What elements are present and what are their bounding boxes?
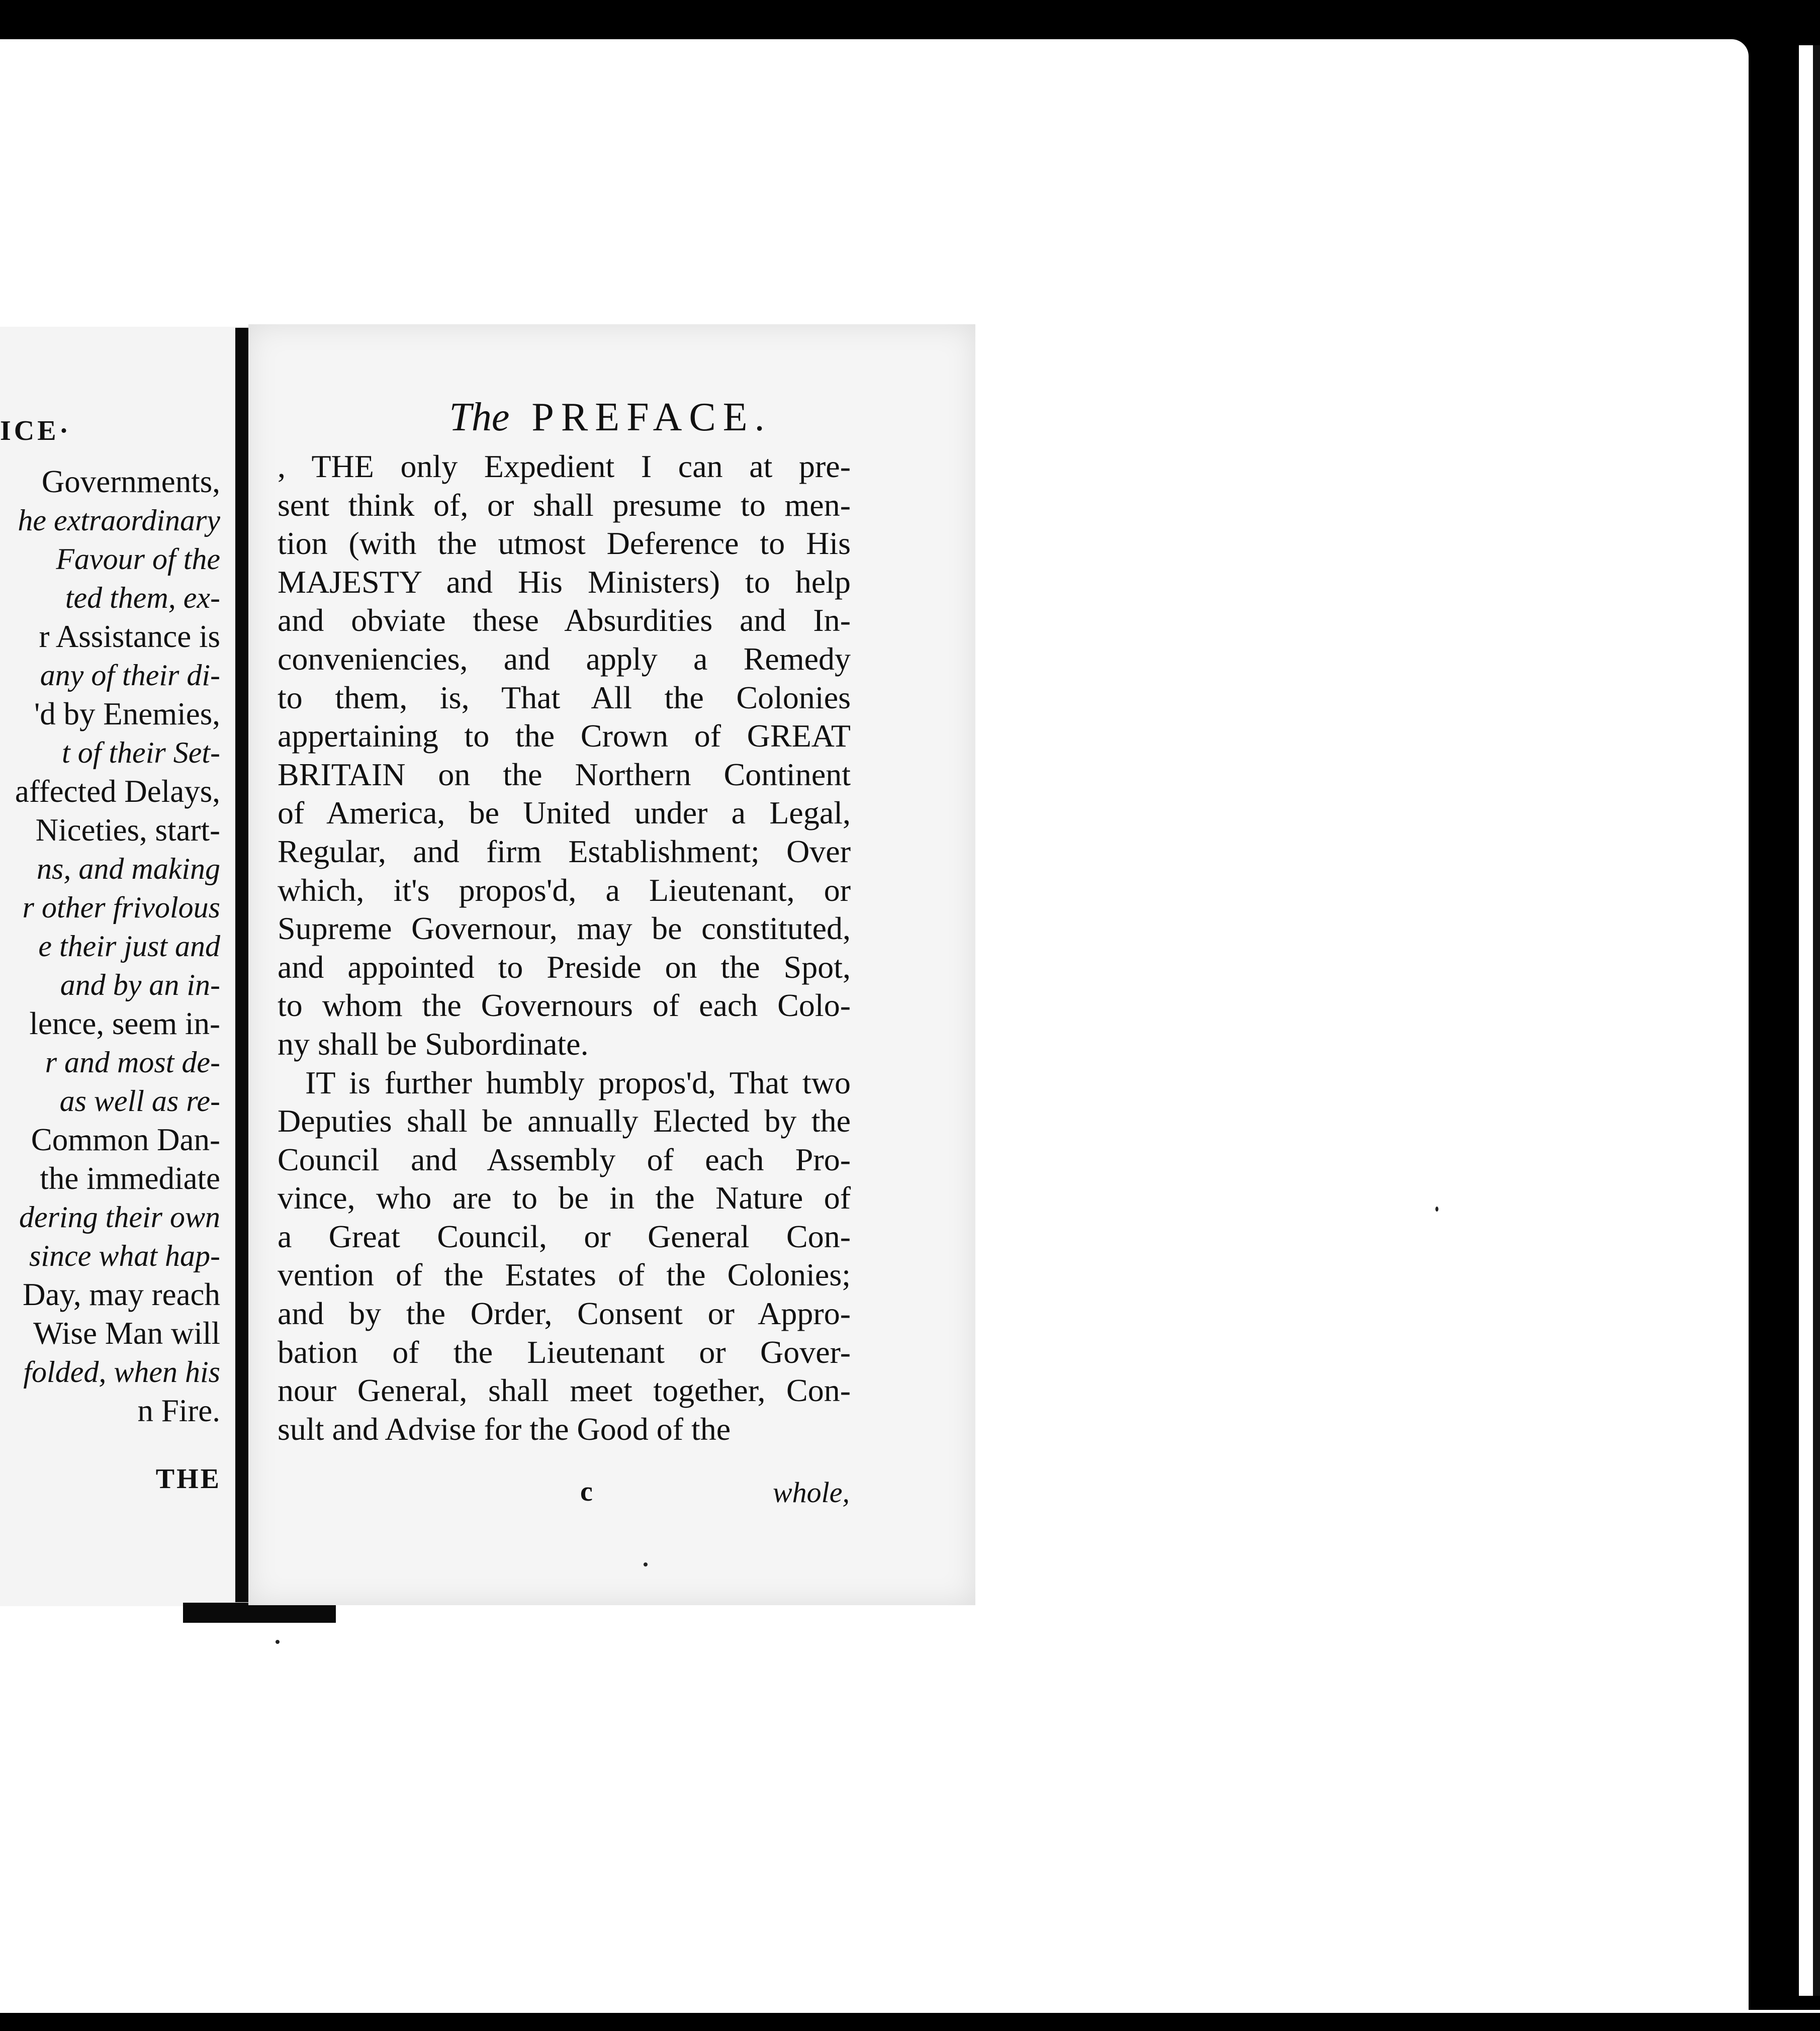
ink-speck bbox=[1435, 1207, 1438, 1212]
left-text-line: lence, seem in- bbox=[29, 1006, 220, 1041]
body-text-line: and by the Order, Consent or Appro- bbox=[278, 1296, 851, 1332]
left-text-line: and by an in- bbox=[60, 968, 220, 1001]
book-gutter bbox=[235, 328, 248, 1602]
body-text-line: nour General, shall meet together, Con- bbox=[278, 1372, 851, 1409]
bottom-frame-edge bbox=[0, 2010, 1820, 2013]
heading-caps-word: PREFACE. bbox=[531, 395, 772, 439]
left-text-line: Governments, bbox=[41, 464, 220, 499]
body-text-line: to them, is, That All the Colonies bbox=[278, 679, 851, 715]
body-text-line: vince, who are to be in the Nature of bbox=[278, 1180, 851, 1216]
body-text-line: bation of the Lieutenant or Gover- bbox=[278, 1334, 851, 1370]
left-running-head: ICE· bbox=[0, 415, 72, 446]
body-text-line: MAJESTY and His Ministers) to help bbox=[278, 564, 851, 600]
left-text-line: Wise Man will bbox=[33, 1316, 220, 1351]
body-text-line: IT is further humbly propos'd, That two bbox=[305, 1064, 851, 1100]
frame-divider bbox=[1813, 45, 1820, 1996]
left-text-line: Favour of the bbox=[56, 542, 220, 576]
right-page-text-block bbox=[278, 447, 851, 1448]
body-text-line: Regular, and firm Establishment; Over bbox=[278, 833, 851, 869]
left-text-line: Day, may reach bbox=[23, 1277, 220, 1312]
page-heading bbox=[384, 395, 837, 440]
body-text-line: and appointed to Preside on the Spot, bbox=[278, 949, 851, 985]
signature-mark: c bbox=[580, 1476, 593, 1507]
body-text-line: conveniencies, and apply a Remedy bbox=[278, 640, 851, 677]
body-text-line: a Great Council, or General Con- bbox=[278, 1218, 851, 1254]
gutter-foot-shadow bbox=[183, 1603, 336, 1623]
left-text-line: affected Delays, bbox=[15, 774, 220, 809]
body-text-line: appertaining to the Crown of GREAT bbox=[278, 718, 851, 754]
body-text-line: to whom the Governours of each Colo- bbox=[278, 987, 851, 1024]
left-text-line: ted them, ex- bbox=[65, 581, 220, 614]
body-text-line: Deputies shall be annually Elected by the bbox=[278, 1103, 851, 1139]
right-page bbox=[248, 324, 975, 1605]
left-text-line: folded, when his bbox=[23, 1355, 220, 1389]
body-text-line: which, it's propos'd, a Lieutenant, or bbox=[278, 872, 851, 908]
left-text-line: Common Dan- bbox=[31, 1122, 220, 1157]
body-text-line: ny shall be Subordinate. bbox=[278, 1026, 589, 1062]
body-text-line: Council and Assembly of each Pro- bbox=[278, 1141, 851, 1177]
body-text-line: Supreme Governour, may be constituted, bbox=[278, 910, 851, 947]
body-text-line: vention of the Estates of the Colonies; bbox=[278, 1257, 851, 1293]
left-text-line: dering their own bbox=[19, 1201, 220, 1234]
body-text-line: of America, be United under a Legal, bbox=[278, 795, 851, 831]
left-catchword: THE bbox=[155, 1463, 221, 1495]
left-page-text-block bbox=[0, 463, 220, 1430]
left-text-line: t of their Set- bbox=[62, 736, 220, 769]
ink-speck bbox=[276, 1640, 280, 1644]
right-catchword: whole, bbox=[772, 1476, 850, 1509]
left-text-line: r Assistance is bbox=[39, 619, 220, 654]
left-text-line: he extraordinary bbox=[18, 504, 220, 537]
heading-italic-word: The bbox=[449, 395, 510, 439]
left-text-line: 'd by Enemies, bbox=[34, 696, 220, 731]
body-text-line: tion (with the utmost Deference to His bbox=[278, 525, 851, 562]
left-text-line: since what hap- bbox=[29, 1239, 220, 1272]
body-text-line: sult and Advise for the Good of the bbox=[278, 1411, 731, 1447]
left-text-line: Niceties, start- bbox=[35, 812, 220, 848]
left-text-line: any of their di- bbox=[40, 659, 220, 692]
left-text-line: e their just and bbox=[38, 930, 220, 963]
body-text-line: sent think of, or shall presume to men- bbox=[278, 487, 851, 523]
left-text-line: as well as re- bbox=[59, 1084, 220, 1118]
left-text-line: n Fire. bbox=[137, 1393, 220, 1428]
left-text-line: the immediate bbox=[40, 1161, 220, 1196]
left-text-line: ns, and making bbox=[37, 852, 220, 885]
left-text-line: r and most de- bbox=[45, 1046, 220, 1079]
body-text-line: , THE only Expedient I can at pre- bbox=[278, 448, 851, 484]
ink-speck bbox=[644, 1562, 648, 1566]
left-text-line: r other frivolous bbox=[22, 891, 220, 924]
body-text-line: and obviate these Absurdities and In- bbox=[278, 602, 851, 638]
left-page bbox=[0, 327, 251, 1606]
body-text-line: BRITAIN on the Northern Continent bbox=[278, 756, 851, 792]
